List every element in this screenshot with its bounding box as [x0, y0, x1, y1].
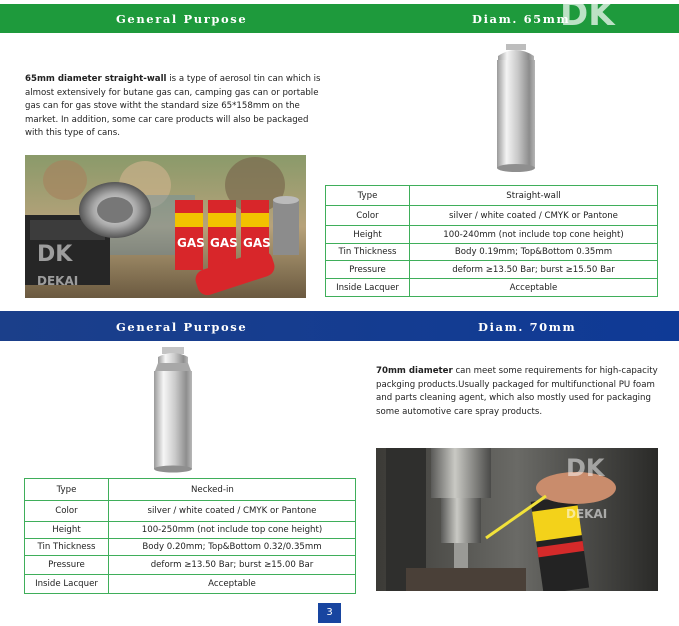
- spec-label: Inside Lacquer: [25, 575, 109, 594]
- camping-gas-photo-illustration: [25, 155, 306, 298]
- necked-in-can-image: [148, 343, 198, 473]
- spec-label: Height: [326, 226, 410, 244]
- description-text: is a type of aerosol tin can which is almost extensively for butane gas can, camping gas can or portable gas can for gas stove witht the standard size 65*158mm on the market. In addition, some car care products will also be packaged with this type of cans.: [25, 74, 321, 138]
- spec-value: 100-240mm (not include top cone height): [410, 226, 658, 244]
- watermark-logo: DK: [560, 0, 615, 34]
- photo-watermark-brand: DEKAI: [37, 274, 79, 288]
- table-row: [326, 186, 658, 206]
- straight-wall-can-image: [488, 42, 544, 174]
- spec-label: Color: [25, 501, 109, 522]
- photo-watermark-logo: DK: [566, 454, 605, 482]
- spec-label: Inside Lacquer: [326, 279, 410, 297]
- gas-can-label: GAS: [210, 236, 238, 250]
- camping-gas-photo: [25, 155, 306, 298]
- photo-watermark-brand: DEKAI: [566, 507, 608, 521]
- table-row: [25, 522, 356, 539]
- gas-can-label: GAS: [243, 236, 271, 250]
- spec-label: Height: [25, 522, 109, 539]
- spec-value: Acceptable: [410, 279, 658, 297]
- spec-label: Type: [25, 479, 109, 501]
- spec-value: 100-250mm (not include top cone height): [109, 522, 356, 539]
- spec-value: Acceptable: [109, 575, 356, 594]
- section-diameter-title: Diam. 70mm: [478, 320, 577, 334]
- spec-value: Body 0.19mm; Top&Bottom 0.35mm: [410, 244, 658, 261]
- spec-value: deform ≥13.50 Bar; burst ≥15.00 Bar: [109, 556, 356, 575]
- spec-label: Color: [326, 206, 410, 226]
- table-row: [25, 556, 356, 575]
- table-row: [25, 479, 356, 501]
- spec-value: silver / white coated / CMYK or Pantone: [410, 206, 658, 226]
- section-diameter-title: Diam. 65mm: [472, 12, 571, 26]
- table-row: [326, 226, 658, 244]
- table-row: [25, 539, 356, 556]
- description-lead: 70mm diameter: [376, 366, 453, 376]
- spec-table-65mm: [325, 185, 658, 297]
- description-65mm: [25, 73, 325, 141]
- spec-label: Tin Thickness: [25, 539, 109, 556]
- spec-value: silver / white coated / CMYK or Pantone: [109, 501, 356, 522]
- spec-value: Straight-wall: [410, 186, 658, 206]
- spec-value: deform ≥13.50 Bar; burst ≥15.50 Bar: [410, 261, 658, 279]
- table-row: [326, 206, 658, 226]
- drill-spray-photo-illustration: [376, 448, 658, 591]
- spec-table-70mm: [24, 478, 356, 594]
- table-row: [326, 244, 658, 261]
- table-row: [326, 261, 658, 279]
- spec-label: Pressure: [326, 261, 410, 279]
- section-header-70mm: [0, 311, 679, 341]
- section-category-title: General Purpose: [116, 12, 248, 26]
- section-category-title: General Purpose: [116, 320, 248, 334]
- spec-label: Type: [326, 186, 410, 206]
- table-row: [326, 279, 658, 297]
- spec-value: Necked-in: [109, 479, 356, 501]
- drill-spray-photo: [376, 448, 658, 591]
- description-lead: 65mm diameter straight-wall: [25, 74, 167, 84]
- spec-label: Pressure: [25, 556, 109, 575]
- description-70mm: [376, 365, 666, 419]
- spec-label: Tin Thickness: [326, 244, 410, 261]
- photo-watermark-logo: DK: [37, 242, 73, 267]
- spec-value: Body 0.20mm; Top&Bottom 0.32/0.35mm: [109, 539, 356, 556]
- page-number: 3: [318, 603, 341, 623]
- gas-can-label: GAS: [177, 236, 205, 250]
- description-text: can meet some requirements for high-capacity packging products.Usually packaged for multifunctional PU foam and parts cleaning agent, which also mostly used for packaging some automotive care spray products.: [376, 366, 658, 417]
- table-row: [25, 575, 356, 594]
- table-row: [25, 501, 356, 522]
